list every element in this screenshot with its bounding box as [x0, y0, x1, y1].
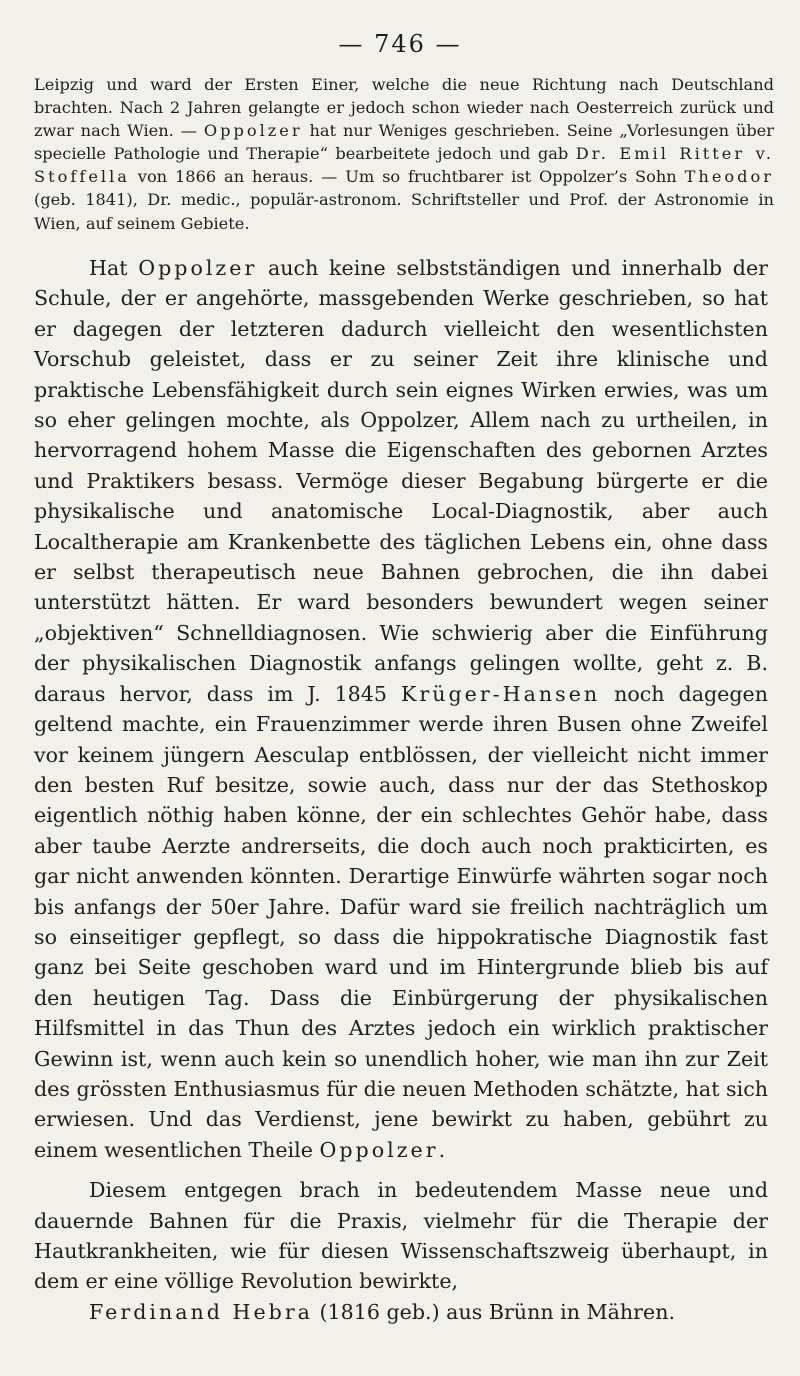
page-number: — 746 — — [338, 30, 462, 58]
body-text: (1816 geb.) aus Brünn in Mähren. — [312, 1299, 676, 1324]
body-text: auch keine selbstständigen und innerhalb der Schule, der er angehörte, massgebenden Werke geschrieben, so hat er dagegen der letzteren dadurch vielleicht den wesentlichsten Vorschub geleistet, dass er zu seiner Zeit ihre klinische und praktische Lebensfähigkeit durch sein eignes Wirken erwies, was um so eher gelingen mochte, als Oppolzer, Allem nach zu urtheilen, in hervorragend hohem Masse die Eigenschaften des gebornen Arztes und Praktikers besass. Vermöge dieser Begabung bürgerte er die physikalische und anatomische Local-Diagnostik, aber auch Localtherapie am Krankenbette des täglichen Lebens ein, ohne dass er selbst therapeutisch neue Bahnen gebrochen, die ihn dabei unterstützt hätten. Er ward besonders bewundert wegen seiner „objektiven“ Schnelldiagnosen. Wie schwierig aber die Einführung der physikalischen Diagnostik anfangs gelingen wollte, geht z. B. daraus hervor, dass im J. 1845 — [34, 256, 768, 706]
footnote-text: von 1866 an heraus. — Um so fruchtbarer ist Oppolzer’s Sohn — [129, 167, 685, 187]
paragraph-hebra — [34, 1297, 768, 1327]
main-text — [34, 253, 768, 1327]
paragraph-hebra-intro: Diesem entgegen brach in bedeutendem Masse neue und dauernde Bahnen für die Praxis, vielmehr für die Therapie der Hautkrankheiten, wie für diesen Wissenschaftszweig überhaupt, in dem er eine völlige Revolution bewirkte, — [34, 1178, 768, 1294]
body-text: . — [438, 1137, 446, 1162]
spaced-name: Ferdinand Hebra — [89, 1299, 313, 1324]
footnote-text: (geb. 1841), Dr. medic., populär-astronom. Schriftsteller und Prof. der Astronomie in Wien, auf seinem Gebiete. — [34, 190, 774, 233]
footnote-continuation — [34, 73, 774, 235]
paragraph-oppolzer — [34, 253, 768, 1165]
spaced-name: Oppolzer — [203, 121, 303, 141]
spaced-name: Oppolzer — [138, 256, 258, 280]
footnote-paragraph — [34, 73, 774, 235]
footnote-text: hat nur Weniges geschrieben. Seine „Vorlesungen über specielle Pathologie und Therapie“ bearbeitete jedoch und gab — [34, 121, 774, 164]
body-text: Hat — [89, 256, 139, 280]
footnote-text: Leipzig und ward der Ersten Einer, welche die neue Richtung nach Deutschland brachten. Nach 2 Jahren gelangte er jedoch schon wieder nach Oesterreich zurück und zwar nach Wien. — — [34, 75, 774, 141]
spaced-name: Krüger-Hansen — [400, 681, 601, 706]
body-text: noch dagegen geltend machte, ein Frauenzimmer werde ihren Busen ohne Zweifel vor keinem jüngern Aesculap entblössen, der vielleicht nicht immer den besten Ruf besitze, sowie auch, dass nur der das Stethoskop eigentlich nöthig haben könne, der ein schlechtes Gehör habe, dass aber taube Aerzte andrerseits, die doch auch noch prakticirten, es gar nicht anwenden könnten. Derartige Einwürfe währten sogar noch bis anfangs der 50er Jahre. Dafür ward sie freilich nachträglich um so einseitiger gepflegt, so dass die hippokratische Diagnostik fast ganz bei Seite geschoben ward und im Hintergrunde blieb bis auf den heutigen Tag. Dass die Einbürgerung der physikalischen Hilfsmittel in das Thun des Arztes jedoch ein wirklich praktischer Gewinn ist, wenn auch kein so unendlich hoher, wie man ihn zur Zeit des grössten Enthusiasmus für die neuen Methoden schätzte, hat sich erwiesen. Und das Verdienst, jene bewirkt zu haben, gebührt zu einem wesentlichen Theile — [34, 681, 768, 1162]
spaced-name: Theodor — [684, 167, 774, 187]
spaced-name: Dr. Emil Ritter v. Stoffella — [34, 144, 774, 187]
spaced-name: Oppolzer — [319, 1137, 439, 1162]
